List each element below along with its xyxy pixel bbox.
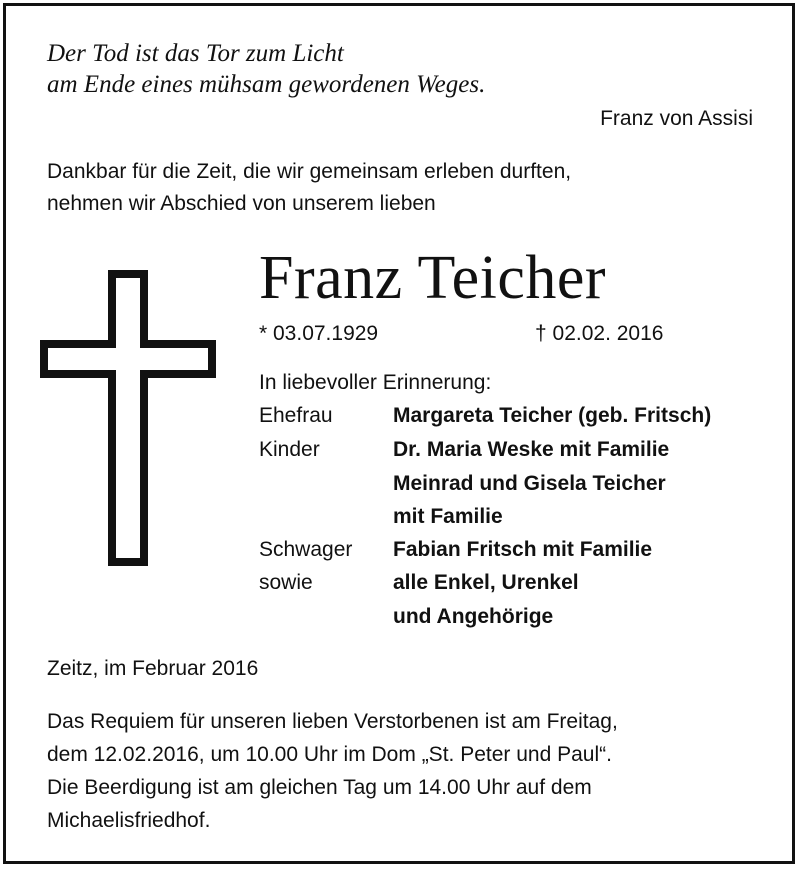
- relative-name: mit Familie: [393, 505, 503, 528]
- relative-label: Ehefrau: [259, 404, 333, 427]
- relative-name: alle Enkel, Urenkel: [393, 571, 579, 594]
- relative-label: sowie: [259, 571, 313, 594]
- quote: [47, 38, 485, 100]
- quote-line-1: Der Tod ist das Tor zum Licht: [47, 40, 344, 67]
- service-line-1: Das Requiem für unseren lieben Verstorbenen ist am Freitag,: [47, 710, 618, 733]
- relative-name: Meinrad und Gisela Teicher: [393, 472, 666, 495]
- service-line-2: dem 12.02.2016, um 10.00 Uhr im Dom „St. Peter und Paul“.: [47, 743, 612, 766]
- birth-date: * 03.07.1929: [259, 322, 379, 345]
- relative-label: Kinder: [259, 438, 320, 461]
- intro-text: [47, 156, 571, 220]
- relative-name: und Angehörige: [393, 605, 554, 628]
- quote-line-2: am Ende eines mühsam gewordenen Weges.: [47, 71, 486, 98]
- relative-name: Margareta Teicher (geb. Fritsch): [393, 404, 712, 427]
- memorial-title: In liebevoller Erinnerung:: [259, 371, 492, 394]
- relative-name: Fabian Fritsch mit Familie: [393, 538, 653, 561]
- quote-author: Franz von Assisi: [600, 107, 753, 130]
- death-date: † 02.02. 2016: [535, 322, 664, 345]
- intro-line-1: Dankbar für die Zeit, die wir gemeinsam erleben durften,: [47, 160, 572, 183]
- relative-name: Dr. Maria Weske mit Familie: [393, 438, 670, 461]
- service-info: [47, 705, 618, 837]
- relative-label: Schwager: [259, 538, 353, 561]
- place-date: Zeitz, im Februar 2016: [47, 657, 259, 680]
- intro-line-2: nehmen wir Abschied von unserem lieben: [47, 192, 436, 215]
- service-line-4: Michaelisfriedhof.: [47, 809, 211, 832]
- deceased-name: Franz Teicher: [259, 244, 607, 312]
- service-line-3: Die Beerdigung ist am gleichen Tag um 14.00 Uhr auf dem: [47, 776, 592, 799]
- latin-cross-icon: [40, 270, 216, 566]
